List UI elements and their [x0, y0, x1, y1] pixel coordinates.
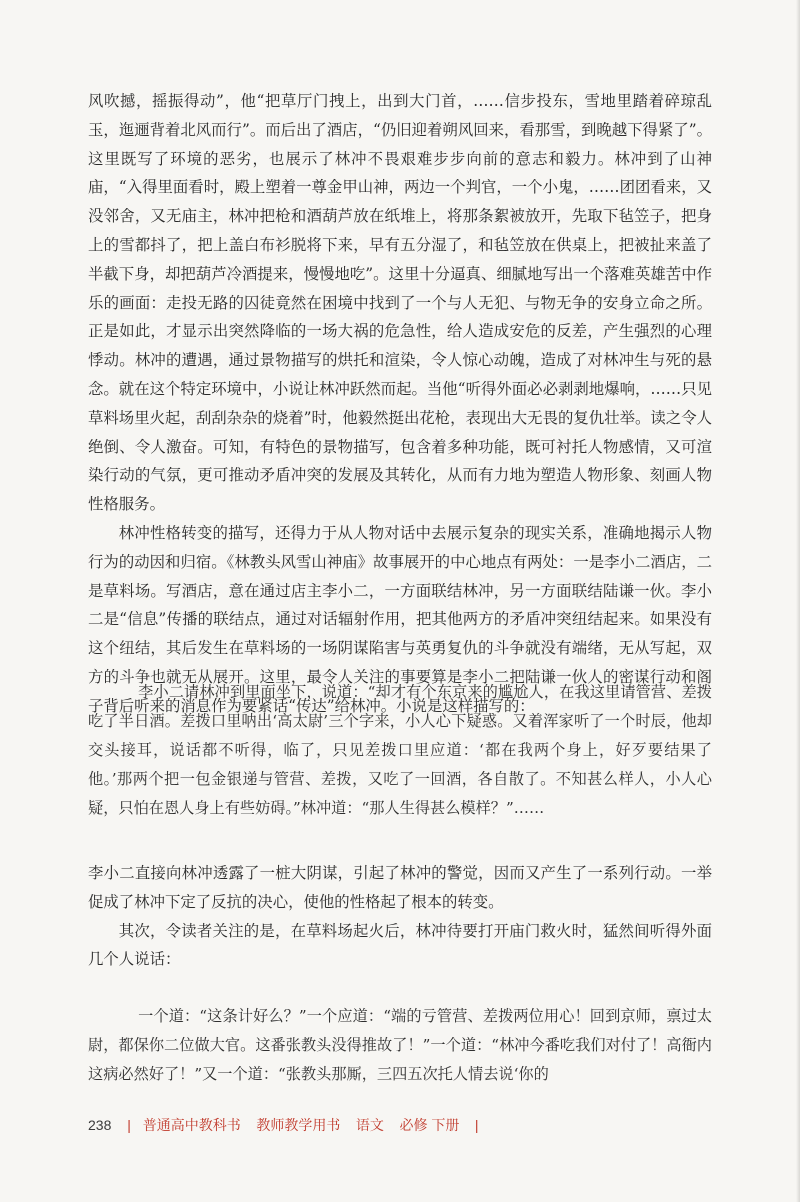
- body-text-middle: [88, 859, 712, 974]
- quote-text: 李小二请林冲到里面坐下，说道：“却才有个东京来的尴尬人，在我这里请管营、差拨吃了半日酒。差拨口里呐出‘高太尉’三个字来，小人心下疑惑。又着浑家听了一个时辰，他却交头接耳，说话都不听得，临了，只见差拨口里应道：‘都在我两个身上，好歹要结果了他。’那两个把一包金银递与管营、差拨，又吃了一回酒，各自散了。不知甚么样人，小人心疑，只怕在恩人身上有些妨碍。”林冲道：“那人生得甚么模样？”……: [88, 683, 712, 817]
- paragraph-conspiracy-revealed: 李小二直接向林冲透露了一桩大阴谋，引起了林冲的警觉，因而又产生了一系列行动。一举促成了林冲下定了反抗的决心，使他的性格起了根本的转变。: [88, 864, 712, 911]
- footer-subject: 语文: [355, 1117, 384, 1133]
- quote-text: 一个道：“这条计好么？”一个应道：“端的亏管营、差拨两位用心！回到京师，禀过太尉，都保你二位做大官。这番张教头没得推故了！”一个道：“林冲今番吃我们对付了！高衙内这病必然好了！”又一个道：“张教头那厮，三四五次托人情去说‘你的: [88, 1007, 712, 1083]
- footer-series-title: 普通高中教科书: [142, 1117, 241, 1133]
- footer-separator-right: |: [474, 1117, 479, 1133]
- quote-block-outside-voices: [88, 1002, 712, 1089]
- paragraph-scenery-analysis: 风吹撼，摇振得动”，他“把草厅门拽上，出到大门首，……信步投东，雪地里踏着碎琼乱玉，迤逦背着北风而行”。而后出了酒店，“仍旧迎着朔风回来，看那雪，到晚越下得紧了”。这里既写了环境的恶劣，也展示了林冲不畏艰难步步向前的意志和毅力。林冲到了山神庙，“入得里面看时，殿上塑着一尊金甲山神，两边一个判官，一个小鬼，……团团看来，又没邻舍，又无庙主，林冲把枪和酒葫芦放在纸堆上，将那条絮被放开，先取下毡笠子，把身上的雪都抖了，把上盖白布衫脱将下来，早有五分湿了，和毡笠放在供桌上，把被扯来盖了半截下身，却把葫芦冷酒提来，慢慢地吃”。这里十分逼真、细腻地写出一个落难英雄苦中作乐的画面：走投无路的囚徒竟然在困境中找到了一个与人无犯、与物无争的安身立命之所。正是如此，才显示出突然降临的一场大祸的危急性，给人造成安危的反差，产生强烈的心理悸动。林冲的遭遇，通过景物描写的烘托和渲染，令人惊心动魄，造成了对林冲生与死的悬念。就在这个特定环境中，小说让林冲跃然而起。当他“听得外面必必剥剥地爆响，……只见草料场里火起，刮刮杂杂的烧着”时，他毅然挺出花枪，表现出大无畏的复仇壮举。读之令人绝倒、令人激奋。可知，有特色的景物描写，包含着多种功能，既可衬托人物感情，又可渲染行动的气氛，更可推动矛盾冲突的发展及其转化，从而有力地为塑造人物形象、刻画人物性格服务。: [88, 92, 712, 514]
- footer-volume: 必修 下册: [399, 1117, 460, 1133]
- footer-separator-left: |: [127, 1117, 131, 1133]
- paragraph-dialogue-analysis: 林冲性格转变的描写，还得力于从人物对话中去展示复杂的现实关系，准确地揭示人物行为的动因和归宿。《林教头风雪山神庙》故事展开的中心地点有两处：一是李小二酒店，二是草料场。写酒店，意在通过店主李小二，一方面联结林冲，另一方面联结陆谦一伙。李小二是“信息”传播的联结点，通过对话辐射作用，把其他两方的矛盾冲突纽结起来。如果没有这个纽结，其后发生在草料场的一场阴谋陷害与英勇复仇的斗争就没有端绪，无从写起，双方的斗争也就无从展开。这里，最令人关注的事要算是李小二把陆谦一伙人的密谋行动和阁子背后听来的消息作为要紧话“传达”给林冲。小说是这样描写的：: [88, 523, 712, 715]
- page-edge-shadow: [796, 0, 800, 1202]
- body-text-upper: [88, 87, 712, 721]
- page-number: 238: [88, 1117, 112, 1133]
- paragraph-second-point: 其次，令读者关注的是，在草料场起火后，林冲待要打开庙门救火时，猛然间听得外面几个人说话：: [88, 921, 712, 969]
- footer-book-type: 教师教学用书: [256, 1117, 341, 1133]
- page-footer: [88, 1115, 487, 1135]
- quote-block-li-xiaoer: [88, 678, 712, 823]
